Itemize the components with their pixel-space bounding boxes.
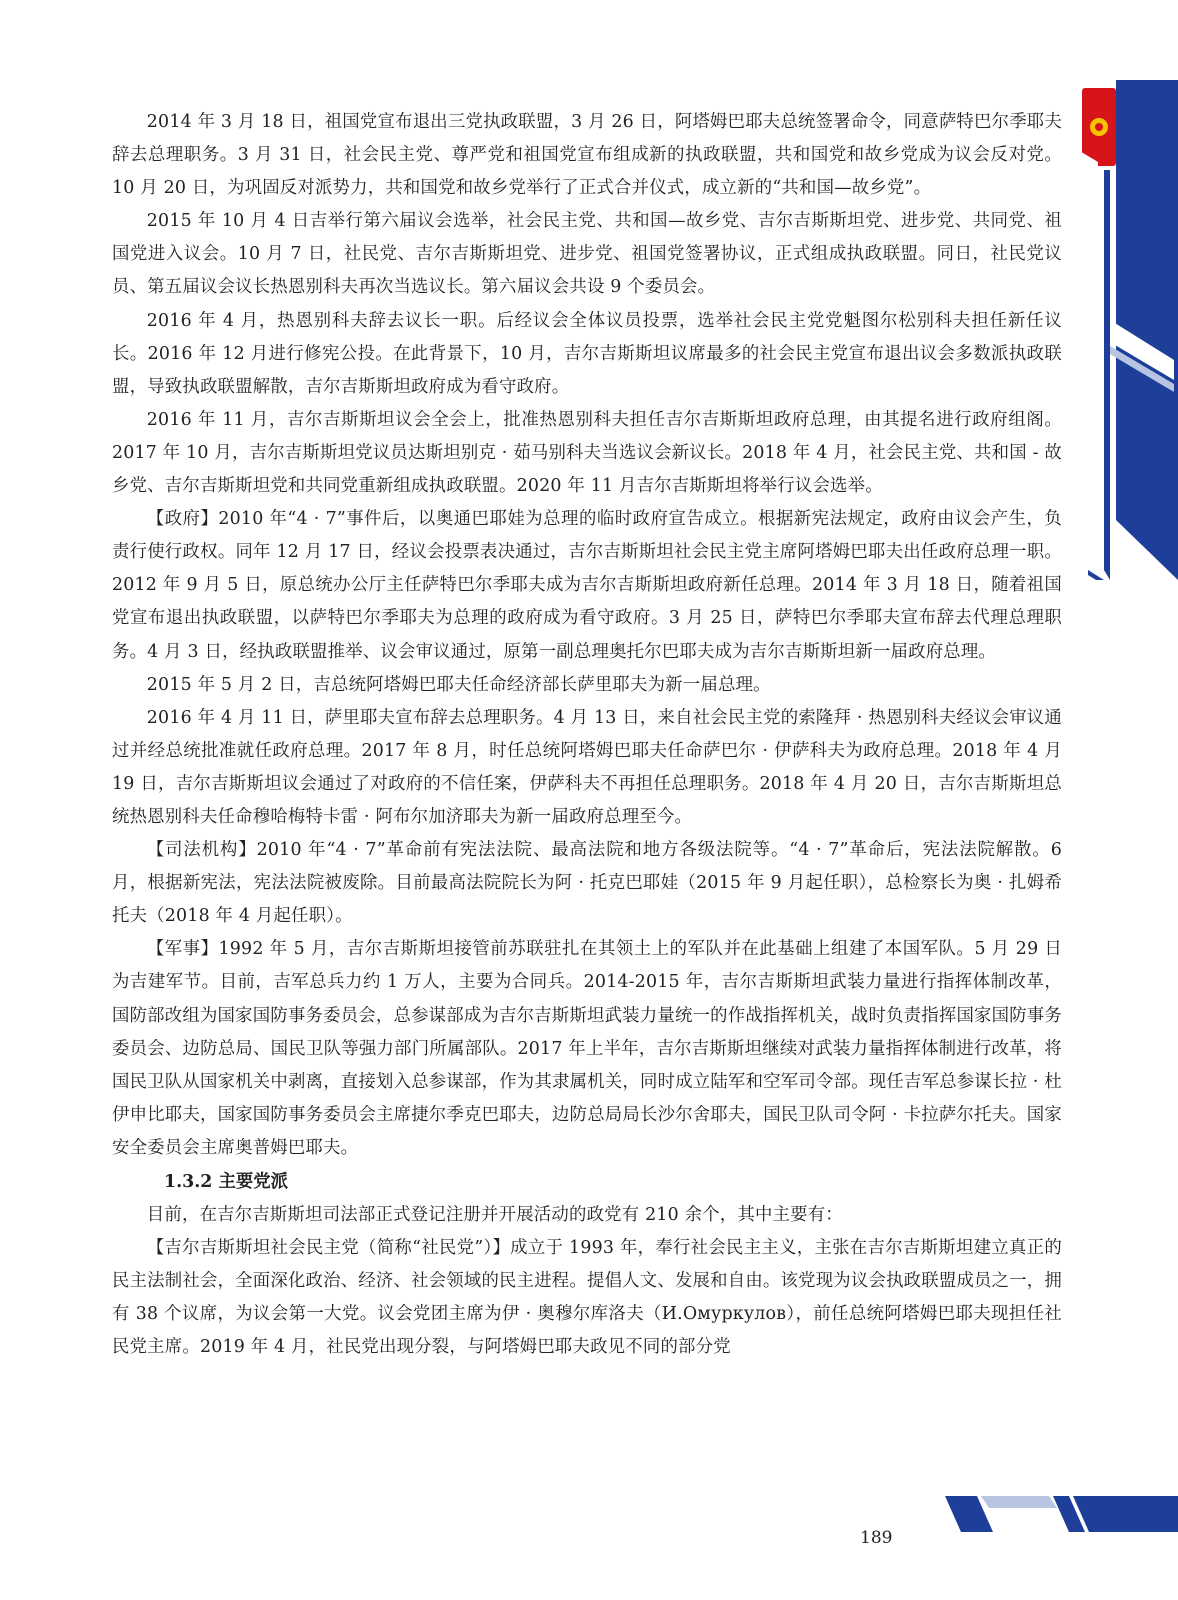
paragraph: 2014 年 3 月 18 日，祖国党宣布退出三党执政联盟，3 月 26 日，阿塔姆巴耶夫总统签署命令，同意萨特巴尔季耶夫辞去总理职务。3 月 31 日，社会民主党、尊严党和祖国党宣布组成新的执政联盟，共和国党和故乡党成为议会反对党。10 月 20 日，为巩固反对派势力，共和国党和故乡党举行了正式合并仪式，成立新的“共和国—故乡党”。 [112, 112, 1062, 199]
paragraph: 2016 年 4 月，热恩别科夫辞去议长一职。后经议会全体议员投票，选举社会民主党党魁图尔松别科夫担任新任议长。2016 年 12 月进行修宪公投。在此背景下，10 月，吉尔吉斯斯坦议席最多的社会民主党宣布退出议会多数派执政联盟，导致执政联盟解散，吉尔吉斯斯坦政府成为看守政府。 [112, 310, 1062, 397]
paragraph: 【军事】1992 年 5 月，吉尔吉斯斯坦接管前苏联驻扎在其领土上的军队并在此基础上组建了本国军队。5 月 29 日为吉建军节。目前，吉军总兵力约 1 万人，主要为合同兵。2014-2015 年，吉尔吉斯斯坦武装力量进行指挥体制改革，国防部改组为国家国防事务委员会，总参谋部成为吉尔吉斯斯坦武装力量统一的作战指挥机关，战时负责指挥国家国防事务委员会、边防总局、国民卫队等强力部门所属部队。2017 年上半年，吉尔吉斯斯坦继续对武装力量指挥体制进行改革，将国民卫队从国家机关中剥离，直接划入总参谋部，作为其隶属机关，同时成立陆军和空军司令部。现任吉军总参谋长拉 · 杜伊申比耶夫，国家国防事务委员会主席捷尔季克巴耶夫，边防总局局长沙尔舍耶夫，国民卫队司令阿 · 卡拉萨尔托夫。国家安全委员会主席奥普姆巴耶夫。 [112, 939, 1062, 1158]
decorative-footer-stripes [945, 1494, 1178, 1534]
decorative-side-band [1074, 80, 1178, 580]
main-text [112, 106, 1062, 1365]
page-number: 189 [860, 1528, 893, 1548]
paragraph: 2016 年 4 月 11 日，萨里耶夫宣布辞去总理职务。4 月 13 日，来自社会民主党的索隆拜 · 热恩别科夫经议会审议通过并经总统批准就任政府总理。2017 年 8 月，时任总统阿塔姆巴耶夫任命萨巴尔 · 伊萨科夫为政府总理。2018 年 4 月 19 日，吉尔吉斯斯坦议会通过了对政府的不信任案，伊萨科夫不再担任总理职务。2018 年 4 月 20 日，吉尔吉斯斯坦总统热恩别科夫任命穆哈梅特卡雷 · 阿布尔加济耶夫为新一届政府总理至今。 [112, 707, 1062, 827]
paragraph: 【政府】2010 年“4 · 7”事件后，以奥通巴耶娃为总理的临时政府宣告成立。根据新宪法规定，政府由议会产生，负责行使行政权。同年 12 月 17 日，经议会投票表决通过，吉尔吉斯斯坦社会民主党主席阿塔姆巴耶夫出任政府总理一职。2012 年 9 月 5 日，原总统办公厅主任萨特巴尔季耶夫成为吉尔吉斯斯坦政府新任总理。2014 年 3 月 18 日，随着祖国党宣布退出执政联盟，以萨特巴尔季耶夫为总理的政府成为看守政府。3 月 25 日，萨特巴尔季耶夫宣布辞去代理总理职务。4 月 3 日，经执政联盟推举、议会审议通过，原第一副总理奥托尔巴耶夫成为吉尔吉斯斯坦新一届政府总理。 [112, 509, 1062, 662]
paragraph: 【司法机构】2010 年“4 · 7”革命前有宪法法院、最高法院和地方各级法院等。“4 · 7”革命后，宪法法院解散。6 月，根据新宪法，宪法法院被废除。目前最高法院院长为阿 · 托克巴耶娃（2015 年 9 月起任职），总检察长为奥 · 扎姆希托夫（2018 年 4 月起任职）。 [112, 840, 1062, 927]
paragraph: 目前，在吉尔吉斯斯坦司法部正式登记注册并开展活动的政党有 210 余个，其中主要有： [146, 1205, 843, 1226]
paragraph: 【吉尔吉斯斯坦社会民主党（简称“社民党”）】成立于 1993 年，奉行社会民主主义，主张在吉尔吉斯斯坦建立真正的民主法制社会，全面深化政治、经济、社会领域的民主进程。提倡人文、发展和自由。该党现为议会执政联盟成员之一，拥有 38 个议席，为议会第一大党。议会党团主席为伊 · 奥穆尔库洛夫（И.Омуркулов），前任总统阿塔姆巴耶夫现担任社民党主席。2019 年 4 月，社民党出现分裂，与阿塔姆巴耶夫政见不同的部分党 [112, 1238, 1062, 1358]
paragraph: 2015 年 5 月 2 日，吉总统阿塔姆巴耶夫任命经济部长萨里耶夫为新一届总理。 [146, 674, 771, 695]
paragraph: 2016 年 11 月，吉尔吉斯斯坦议会全会上，批准热恩别科夫担任吉尔吉斯斯坦政府总理，由其提名进行政府组阁。2017 年 10 月，吉尔吉斯斯坦党议员达斯坦别克 · 茹马别科夫当选议会新议长。2018 年 4 月，社会民主党、共和国 - 故乡党、吉尔吉斯斯坦党和共同党重新组成执政联盟。2020 年 11 月吉尔吉斯斯坦将举行议会选举。 [112, 409, 1062, 497]
paragraph: 2015 年 10 月 4 日吉举行第六届议会选举，社会民主党、共和国—故乡党、吉尔吉斯斯坦党、进步党、共同党、祖国党进入议会。10 月 7 日，社民党、吉尔吉斯斯坦党、进步党、祖国党签署协议，正式组成执政联盟。同日，社民党议员、第五届议会议长热恩别科夫再次当选议长。第六届议会共设 9 个委员会。 [112, 211, 1062, 298]
section-heading: 1.3.2 主要党派 [164, 1172, 289, 1192]
